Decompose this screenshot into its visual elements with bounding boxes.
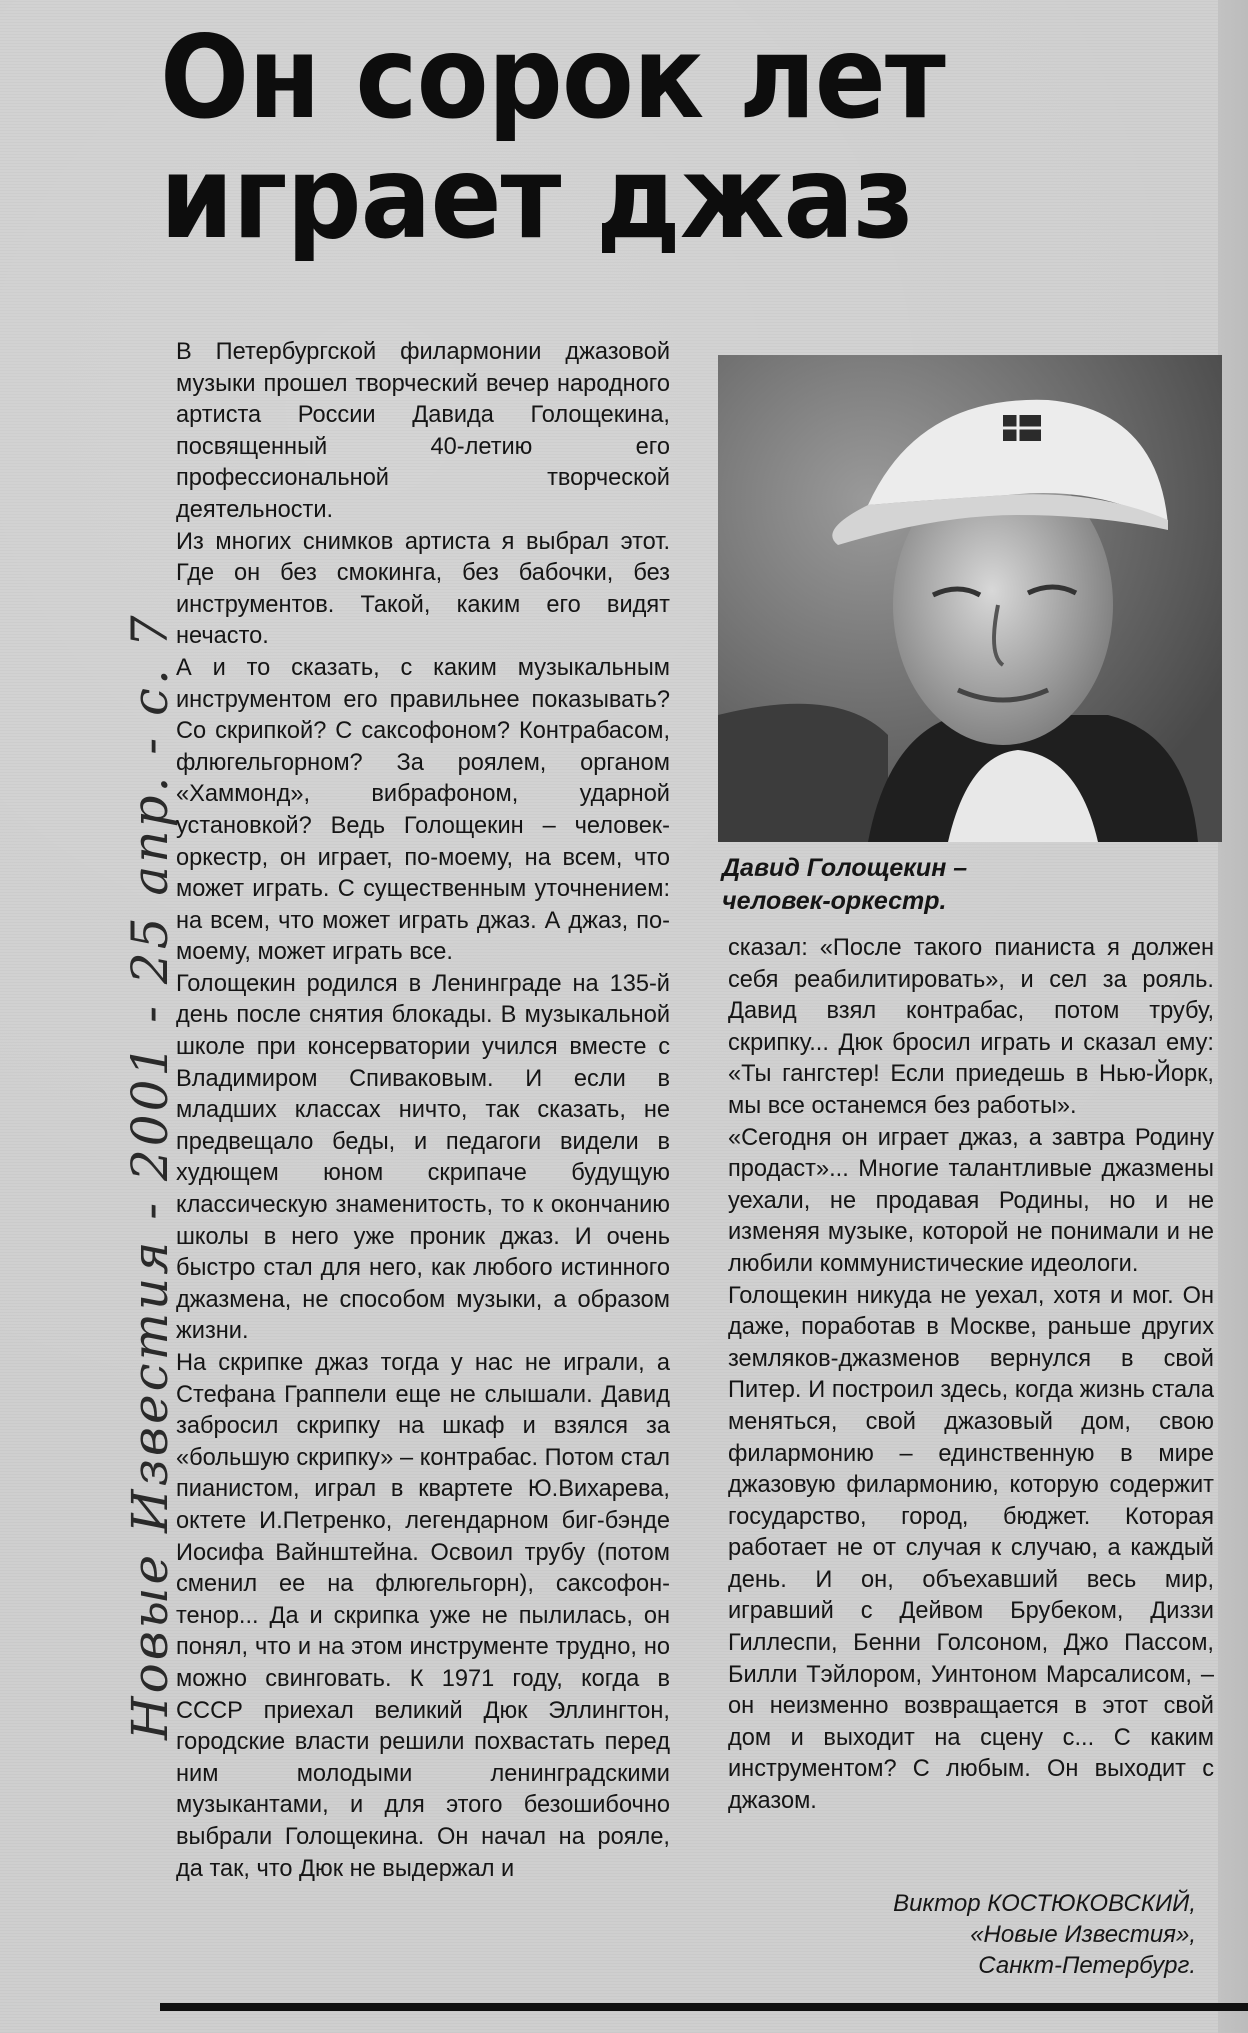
photo-caption [722,852,1202,918]
caption-line-2: человек-оркестр. [722,887,947,915]
article-column-right [728,933,1214,1818]
paragraph: сказал: «После такого пианиста я должен себя реабилитировать», и сел за рояль. Давид взял контрабас, потом трубу, скрипку... Дюк бросил играть и сказал ему: «Ты гангстер! Если приедешь в Нью-Йорк, мы все останемся без работы». [728,935,1214,1119]
paragraph: Голощекин родился в Ленинграде на 135-й день после снятия блокады. В музыкальной школе при консерватории учился вместе с Владимиром Спиваковым. И если в младших классах ничто, так сказать, не предвещало беды, и педагоги видели в худющем юном скрипаче будущую классическую знаменитость, то к окончанию школы в него уже проник джаз. И очень быстро стал для него, как любого истинного джазмена, не способом музыки, а образом жизни. [176,970,670,1345]
paragraph: Из многих снимков артиста я выбрал этот. Где он без смокинга, без бабочки, без инструментов. Такой, каким его видят нечасто. [176,528,670,650]
caption-line-1: Давид Голощекин – [722,854,968,882]
paragraph: На скрипке джаз тогда у нас не играли, а Стефана Граппели еще не слышали. Давид забросил скрипку на шкаф и взялся за «большую скрипку» – контрабас. Потом стал пианистом, играл в квартете Ю.Вихарева, октете И.Петренко, легендарном биг-бэнде Иосифа Вайнштейна. Освоил трубу (потом сменил ее на флюгельгорн), саксофон-тенор... Да и скрипка уже не пылилась, он понял, что и на этом инструменте трудно, но можно свинговать. К 1971 году, когда в СССР приехал великий Дюк Эллингтон, городские власти решили похвастать перед ним молодыми ленинградскими музыкантами, и для этого безошибочно выбрали Голощекина. Он начал на рояле, да так, что Дюк не выдержал и [176,1350,670,1882]
handwritten-source-note: Новые Известия - 2001 - 25 апр. - с. 7 [121,612,179,1740]
byline-author: Виктор КОСТЮКОВСКИЙ, [893,1890,1196,1917]
article-column-left [176,337,670,1885]
bottom-rule [160,2003,1248,2011]
portrait-illustration [718,355,1222,842]
paragraph: А и то сказать, с каким музыкальным инструментом его правильнее показывать? Со скрипкой? С саксофоном? Контрабасом, флюгельгорном? За роялем, органом «Хаммонд», вибрафоном, ударной установкой? Ведь Голощекин – человек-оркестр, он играет, по-моему, на всем, что может играть. С существенным уточнением: на всем, что может играть джаз. А джаз, по-моему, может играть все. [176,654,670,966]
headline-line-2: играет джаз [160,131,914,264]
adjacent-page-edge [1218,0,1248,2033]
byline-city: Санкт-Петербург. [978,1952,1196,1979]
headline [160,11,1043,264]
byline-newspaper: «Новые Известия», [970,1921,1196,1948]
paragraph: «Сегодня он играет джаз, а завтра Родину продаст»... Многие талантливые джазмены уехали, не продавая Родины, но и не изменяя музыке, которой не понимали и не любили коммунистические идеологи. [728,1124,1214,1277]
paragraph: В Петербургской филармонии джазовой музыки прошел творческий вечер народного артиста России Давида Голощекина, посвященный 40-летию его профессиональной творческой деятельности. [176,339,670,523]
headline-line-1: Он сорок лет [160,11,945,144]
byline [760,1888,1196,1981]
paragraph: Голощекин никуда не уехал, хотя и мог. Он даже, поработав в Москве, раньше других земляков-джазменов вернулся в свой Питер. И построил здесь, когда жизнь стала меняться, свой джазовый дом, свою филармонию – единственную в мире джазовую филармонию, которую содержит государство, город, бюджет. Которая работает не от случая к случаю, а каждый день. И он, объехавший весь мир, игравший с Дейвом Брубеком, Диззи Гиллеспи, Бенни Голсоном, Джо Пассом, Билли Тэйлором, Уинтоном Марсалисом, – он неизменно возвращается в этот свой дом и выходит на сцену с... С каким инструментом? С любым. Он выходит с джазом. [728,1282,1214,1815]
portrait-photo [718,355,1222,842]
